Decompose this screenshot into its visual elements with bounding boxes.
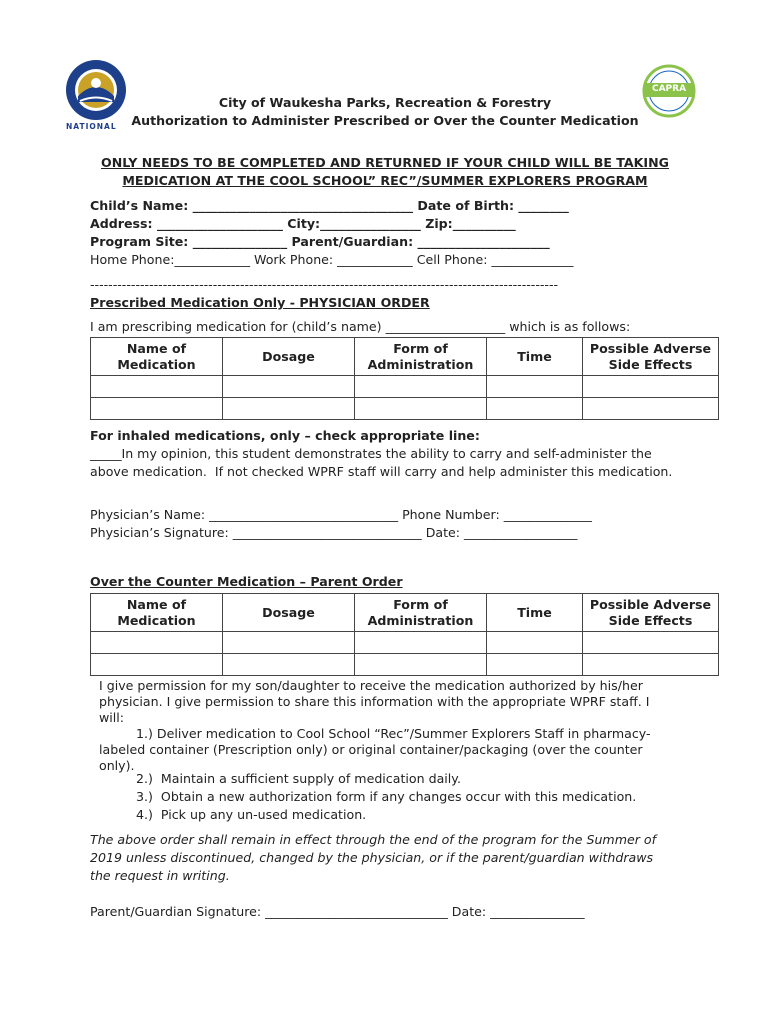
col-header: Possible Adverse Side Effects	[583, 338, 719, 376]
permission-item-2: 2.) Maintain a sufficient supply of medication daily.	[136, 771, 461, 786]
table-cell[interactable]	[223, 632, 355, 654]
table-cell[interactable]	[355, 632, 487, 654]
order-note-line-2: 2019 unless discontinued, changed by the physician, or if the parent/guardian withdraws	[90, 850, 654, 865]
table-row	[91, 398, 719, 420]
inhaled-line-2: above medication. If not checked WPRF staff will carry and help administer this medication.	[90, 464, 673, 479]
table-cell[interactable]	[91, 654, 223, 676]
table-row	[91, 376, 719, 398]
table-cell[interactable]	[91, 376, 223, 398]
col-header: Dosage	[223, 338, 355, 376]
table-cell[interactable]	[583, 398, 719, 420]
col-header: Form of Administration	[355, 338, 487, 376]
physician-signature-line[interactable]: Physician’s Signature: ______________________________ Date: __________________	[90, 525, 578, 540]
table-cell[interactable]	[355, 398, 487, 420]
table-cell[interactable]	[355, 376, 487, 398]
table-header-row	[91, 338, 719, 376]
table-row	[91, 632, 719, 654]
table-row	[91, 654, 719, 676]
permission-item-1a: 1.) Deliver medication to Cool School “Rec”/Summer Explorers Staff in pharmacy-	[136, 726, 651, 741]
address-line[interactable]: Address: ____________________ City:________________ Zip:__________	[90, 216, 516, 231]
table-cell[interactable]	[487, 398, 583, 420]
notice-line-1: ONLY NEEDS TO BE COMPLETED AND RETURNED IF YOUR CHILD WILL BE TAKING	[101, 155, 669, 170]
col-header: Name of Medication	[91, 594, 223, 632]
inhaled-heading: For inhaled medications, only – check appropriate line:	[90, 428, 480, 443]
col-header: Dosage	[223, 594, 355, 632]
physician-name-line[interactable]: Physician’s Name: ______________________________ Phone Number: ______________	[90, 507, 592, 522]
divider: -------------------------------------------------------------------------------------------------------	[90, 277, 559, 292]
col-header: Time	[487, 338, 583, 376]
org-title: City of Waukesha Parks, Recreation & Forestry	[218, 95, 552, 110]
permission-paragraph: I give permission for my son/daughter to receive the medication authorized by his/her physician. I give permission to share this information with the appropriate WPRF staff. I will:	[99, 678, 650, 725]
col-header: Possible Adverse Side Effects	[583, 594, 719, 632]
table-cell[interactable]	[223, 398, 355, 420]
table-cell[interactable]	[583, 376, 719, 398]
table-cell[interactable]	[487, 376, 583, 398]
national-text: NATIONAL	[66, 122, 117, 131]
program-site-line[interactable]: Program Site: _______________ Parent/Guardian: _____________________	[90, 234, 550, 249]
order-note-line-1: The above order shall remain in effect through the end of the program for the Summer of	[90, 832, 657, 847]
permission-item-1b: labeled container (Prescription only) or original container/packaging (over the counter only).	[99, 742, 643, 773]
prescribed-intro[interactable]: I am prescribing medication for (child’s name) ___________________ which is as follows:	[90, 319, 631, 334]
table-cell[interactable]	[355, 654, 487, 676]
parent-signature-line[interactable]: Parent/Guardian Signature: _____________________________ Date: _______________	[90, 904, 585, 919]
table-cell[interactable]	[223, 654, 355, 676]
table-cell[interactable]	[487, 632, 583, 654]
otc-table	[90, 593, 719, 676]
table-cell[interactable]	[223, 376, 355, 398]
order-note-line-3: the request in writing.	[90, 868, 230, 883]
col-header: Name of Medication	[91, 338, 223, 376]
notice-line-2: MEDICATION AT THE COOL SCHOOL” REC”/SUMMER EXPLORERS PROGRAM	[122, 173, 648, 188]
table-cell[interactable]	[487, 654, 583, 676]
permission-item-3: 3.) Obtain a new authorization form if any changes occur with this medication.	[136, 789, 637, 804]
prescribed-table	[90, 337, 719, 420]
table-cell[interactable]	[583, 632, 719, 654]
permission-item-4: 4.) Pick up any un-used medication.	[136, 807, 367, 822]
inhaled-line-1[interactable]: _____In my opinion, this student demonstrates the ability to carry and self-administer the	[90, 446, 652, 461]
table-header-row	[91, 594, 719, 632]
table-cell[interactable]	[91, 398, 223, 420]
table-cell[interactable]	[91, 632, 223, 654]
table-cell[interactable]	[583, 654, 719, 676]
prescribed-heading: Prescribed Medication Only - PHYSICIAN ORDER	[90, 295, 430, 310]
child-name-line[interactable]: Child’s Name: ___________________________________ Date of Birth: ________	[90, 198, 569, 213]
form-title: Authorization to Administer Prescribed or Over the Counter Medication	[131, 113, 639, 128]
otc-heading: Over the Counter Medication – Parent Order	[90, 574, 403, 589]
phone-line[interactable]: Home Phone:____________ Work Phone: ____________ Cell Phone: _____________	[90, 252, 574, 267]
col-header: Time	[487, 594, 583, 632]
col-header: Form of Administration	[355, 594, 487, 632]
capra-text: CAPRA	[651, 84, 687, 94]
